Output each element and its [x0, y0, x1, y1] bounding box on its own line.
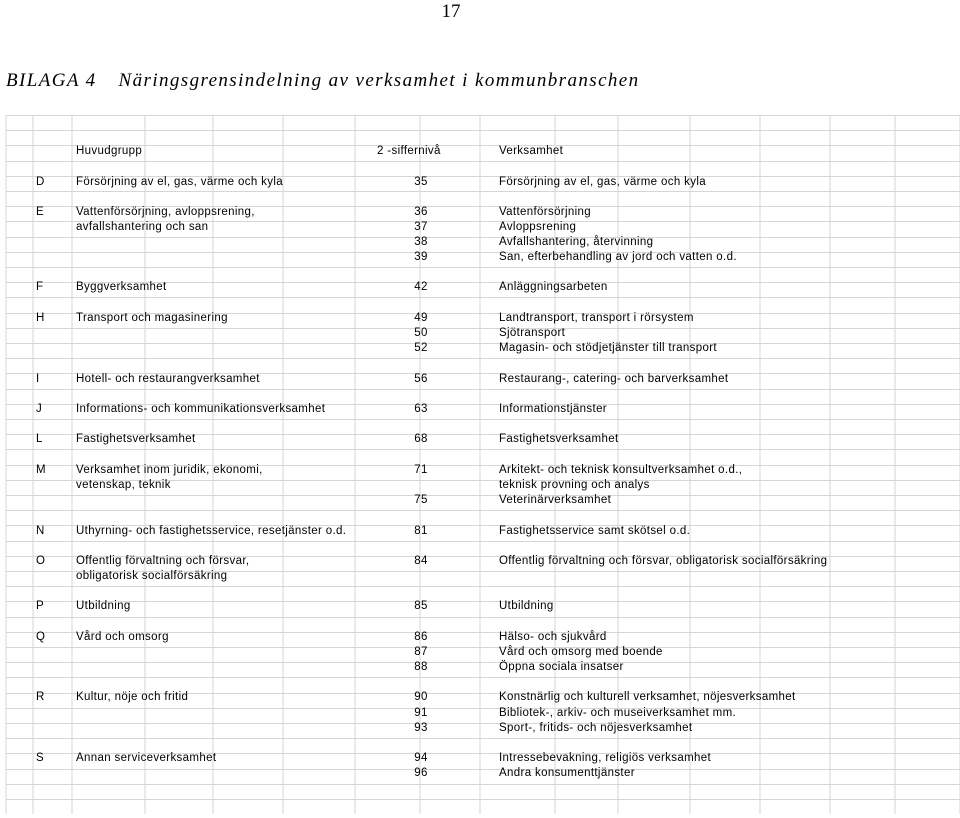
row-number: 49 — [414, 312, 428, 324]
row-group: vetenskap, teknik — [76, 479, 171, 491]
row-branch: Avfallshantering, återvinning — [499, 236, 654, 248]
row-branch: Bibliotek-, arkiv- och museiverksamhet mm. — [499, 707, 737, 719]
row-number: 90 — [414, 691, 428, 703]
row-number: 35 — [414, 176, 428, 188]
row-group: Vård och omsorg — [76, 631, 169, 643]
column-header-group: Huvudgrupp — [76, 145, 143, 157]
row-number: 91 — [414, 707, 428, 719]
row-branch: Offentlig förvaltning och försvar, obligatorisk socialförsäkring — [499, 555, 828, 567]
row-group: Hotell- och restaurangverksamhet — [76, 373, 260, 385]
row-number: 96 — [414, 767, 428, 779]
row-branch: Avloppsrening — [499, 221, 577, 233]
row-group: Kultur, nöje och fritid — [76, 691, 189, 703]
row-code: O — [36, 555, 46, 567]
row-code: D — [36, 176, 45, 188]
row-branch: Arkitekt- och teknisk konsultverksamhet o.d., — [499, 464, 743, 476]
row-number: 39 — [414, 251, 428, 263]
row-branch: Öppna sociala insatser — [499, 661, 624, 673]
row-number: 84 — [414, 555, 428, 567]
row-number: 63 — [414, 403, 428, 415]
row-group: Fastighetsverksamhet — [76, 433, 196, 445]
row-number: 37 — [414, 221, 428, 233]
row-branch: Sport-, fritids- och nöjesverksamhet — [499, 722, 693, 734]
row-group: Utbildning — [76, 600, 131, 612]
row-code: N — [36, 525, 45, 537]
row-number: 93 — [414, 722, 428, 734]
row-branch: Fastighetsservice samt skötsel o.d. — [499, 525, 691, 537]
row-number: 36 — [414, 206, 428, 218]
row-branch: Veterinärverksamhet — [499, 494, 612, 506]
row-group: Vattenförsörjning, avloppsrening, — [76, 206, 255, 218]
column-header-level: 2 -siffernivå — [377, 145, 441, 157]
row-branch: teknisk provning och analys — [499, 479, 650, 491]
row-group: obligatorisk socialförsäkring — [76, 570, 228, 582]
row-number: 85 — [414, 600, 428, 612]
row-group: Offentlig förvaltning och försvar, — [76, 555, 250, 567]
row-code: F — [36, 281, 44, 293]
row-branch: Fastighetsverksamhet — [499, 433, 619, 445]
row-branch: Intressebevakning, religiös verksamhet — [499, 752, 712, 764]
appendix-heading — [6, 70, 640, 92]
page-number: 17 — [441, 1, 461, 22]
row-number: 38 — [414, 236, 428, 248]
row-branch: San, efterbehandling av jord och vatten o.d. — [499, 251, 737, 263]
row-branch: Anläggningsarbeten — [499, 281, 608, 293]
row-number: 87 — [414, 646, 428, 658]
row-branch: Hälso- och sjukvård — [499, 631, 607, 643]
row-branch: Utbildning — [499, 600, 554, 612]
row-code: R — [36, 691, 45, 703]
row-code: J — [36, 403, 43, 415]
row-number: 50 — [414, 327, 428, 339]
column-header-branch: Verksamhet — [499, 145, 564, 157]
row-group: Annan serviceverksamhet — [76, 752, 217, 764]
row-branch: Vattenförsörjning — [499, 206, 592, 218]
row-group: Verksamhet inom juridik, ekonomi, — [76, 464, 263, 476]
row-branch: Informationstjänster — [499, 403, 607, 415]
row-branch: Konstnärlig och kulturell verksamhet, nöjesverksamhet — [499, 691, 796, 703]
row-group: Informations- och kommunikationsverksamhet — [76, 403, 326, 415]
row-code: M — [36, 464, 46, 476]
row-code: I — [36, 373, 40, 385]
row-branch: Vård och omsorg med boende — [499, 646, 663, 658]
row-code: Q — [36, 631, 46, 643]
row-number: 94 — [414, 752, 428, 764]
row-number: 88 — [414, 661, 428, 673]
row-branch: Försörjning av el, gas, värme och kyla — [499, 176, 706, 188]
row-code: S — [36, 752, 45, 764]
row-branch: Andra konsumenttjänster — [499, 767, 635, 779]
row-code: H — [36, 312, 45, 324]
row-code: P — [36, 600, 45, 612]
row-number: 42 — [414, 281, 428, 293]
row-number: 56 — [414, 373, 428, 385]
row-number: 68 — [414, 433, 428, 445]
row-code: E — [36, 206, 45, 218]
row-branch: Restaurang-, catering- och barverksamhet — [499, 373, 729, 385]
row-branch: Landtransport, transport i rörsystem — [499, 312, 694, 324]
appendix-title: Näringsgrensindelning av verksamhet i kommunbranschen — [118, 70, 640, 91]
row-number: 81 — [414, 525, 428, 537]
row-group: Försörjning av el, gas, värme och kyla — [76, 176, 283, 188]
row-number: 75 — [414, 494, 428, 506]
row-branch: Sjötransport — [499, 327, 566, 339]
row-group: avfallshantering och san — [76, 221, 209, 233]
row-branch: Magasin- och stödjetjänster till transport — [499, 342, 717, 354]
row-number: 52 — [414, 342, 428, 354]
row-number: 71 — [414, 464, 428, 476]
row-group: Transport och magasinering — [76, 312, 228, 324]
appendix-label: BILAGA 4 — [6, 70, 97, 91]
row-group: Uthyrning- och fastighetsservice, resetjänster o.d. — [76, 525, 347, 537]
row-group: Byggverksamhet — [76, 281, 167, 293]
row-number: 86 — [414, 631, 428, 643]
row-code: L — [36, 433, 43, 445]
